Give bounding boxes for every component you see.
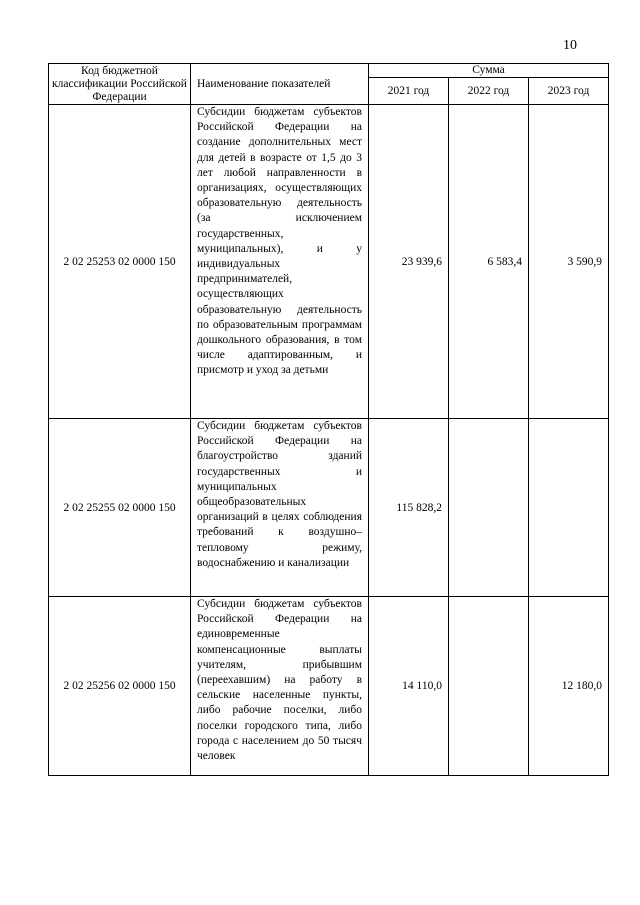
row-value-2021: 115 828,2 [369, 419, 449, 597]
row-value-2022 [449, 419, 529, 597]
row-indicator-name: Субсидии бюджетам субъектов Российской Федерации на благоустройство зданий государственных и муниципальных общеобразовательных организаций в целях соблюдения требований к воздушно–тепловому режиму, водоснабжению и канализации [191, 419, 369, 597]
row-value-2023: 3 590,9 [529, 105, 609, 419]
header-year-2022: 2022 год [449, 78, 529, 105]
table-row [49, 105, 609, 419]
row-budget-code: 2 02 25256 02 0000 150 [49, 597, 191, 776]
table-row [49, 597, 609, 776]
header-indicator-name: Наименование показателей [191, 64, 369, 105]
row-budget-code: 2 02 25253 02 0000 150 [49, 105, 191, 419]
header-sum: Сумма [369, 64, 609, 78]
header-year-2023: 2023 год [529, 78, 609, 105]
row-value-2023: 12 180,0 [529, 597, 609, 776]
header-budget-code: Код бюджетной классификации Российской Федерации [49, 64, 191, 105]
budget-table [48, 63, 609, 776]
table-row [49, 419, 609, 597]
header-year-2021: 2021 год [369, 78, 449, 105]
row-budget-code: 2 02 25255 02 0000 150 [49, 419, 191, 597]
row-value-2021: 14 110,0 [369, 597, 449, 776]
row-value-2022 [449, 597, 529, 776]
row-indicator-name: Субсидии бюджетам субъектов Российской Федерации на единовременные компенсационные выплаты учителям, прибывшим (переехавшим) на работу в сельские населенные пункты, либо рабочие поселки, либо поселки городского типа, либо города с населением до 50 тысяч человек [191, 597, 369, 776]
row-value-2021: 23 939,6 [369, 105, 449, 419]
row-value-2023 [529, 419, 609, 597]
page-number: 10 [563, 38, 577, 53]
row-indicator-name: Субсидии бюджетам субъектов Российской Федерации на создание дополнительных мест для детей в возрасте от 1,5 до 3 лет любой направленности в организациях, осуществляющих образовательную деятельность (за исключением государственных, муниципальных), и у индивидуальных предпринимателей, осуществляющих образовательную деятельность по образовательным программам дошкольного образования, в том числе адаптированным, и присмотр и уход за детьми [191, 105, 369, 419]
row-value-2022: 6 583,4 [449, 105, 529, 419]
